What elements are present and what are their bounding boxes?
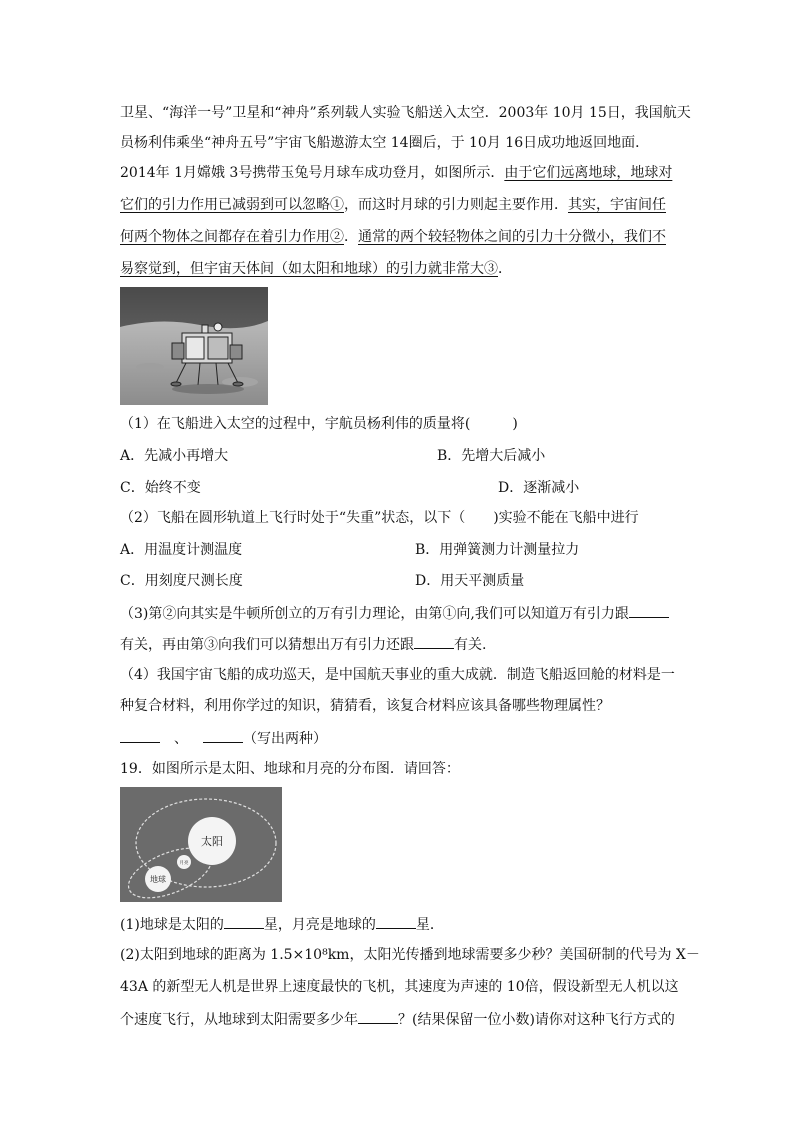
underlined-sentence-2: 其实，宇宙间任: [568, 197, 666, 213]
q4-line-2: 种复合材料，利用你学过的知识，猜猜看，该复合材料应该具备哪些物理属性？: [120, 698, 610, 714]
intro-line-3: [120, 163, 672, 183]
intro-line-5: [120, 227, 666, 247]
q19-part-2-line-3-a: 个速度飞行，从地球到太阳需要多少年: [120, 1012, 358, 1028]
moon-label: 月亮: [179, 861, 189, 866]
q19-part-1: [120, 914, 444, 935]
q19-part-1-text-a: (1)地球是太阳的: [120, 917, 224, 933]
intro-line-4: [120, 195, 666, 215]
q3-line-2: [120, 634, 486, 655]
intro-line-4-plain: ，而这时月球的引力则起主要作用．: [344, 197, 568, 213]
q19-blank-2[interactable]: [376, 914, 416, 929]
underlined-sentence-2-end: 何两个物体之间都存在着引力作用②: [120, 229, 344, 245]
q1-option-b[interactable]: B．先增大后减小: [437, 448, 546, 464]
underlined-sentence-1-end: 它们的引力作用已减弱到可以忽略①: [120, 197, 344, 213]
q3-line-1-text: （3)第②向其实是牛顿所创立的万有引力理论，由第①向,我们可以知道万有引力跟: [120, 606, 629, 622]
intro-line-3-plain: 2014年 1月嫦娥 3号携带玉兔号月球车成功登月，如图所示．: [120, 165, 505, 181]
q19-part-1-text-b: 星，月亮是地球的: [263, 917, 376, 933]
q3-answer-blank-1[interactable]: [629, 603, 669, 618]
q4-answer-blank-1[interactable]: [120, 728, 160, 743]
q19-part-2-line-1: (2)太阳到地球的距离为 1.5×10⁸km，太阳光传播到地球需要多少秒？美国研制的代号为 X－: [120, 947, 700, 963]
underlined-sentence-3-end: 易察觉到，但宇宙天体间（如太阳和地球）的引力就非常大③: [120, 261, 498, 277]
q2-stem: （2）飞船在圆形轨道上飞行时处于“失重”状态，以下（ )实验不能在飞船中进行: [120, 510, 639, 526]
q19-blank-3[interactable]: [358, 1009, 398, 1024]
intro-line-2: 员杨利伟乘坐“神舟五号”宇宙飞船遨游太空 14圈后，于 10月 16日成功地返回地面．: [120, 135, 650, 151]
lunar-lander-photo: [120, 287, 268, 405]
q2-option-b[interactable]: B．用弹簧测力计测量拉力: [415, 542, 580, 558]
underlined-sentence-3: 通常的两个较轻物体之间的引力十分微小，我们不: [358, 229, 666, 245]
underlined-sentence-1: 由于它们远离地球，地球对: [504, 165, 673, 181]
q2-option-a[interactable]: A．用温度计测温度: [120, 542, 243, 558]
intro-line-6: [120, 259, 512, 279]
q4-answer-line: [120, 728, 327, 749]
sun-label: 太阳: [201, 835, 223, 848]
q1-option-c[interactable]: C．始终不变: [120, 480, 201, 496]
q4-answer-blank-2[interactable]: [203, 728, 243, 743]
q19-blank-1[interactable]: [224, 914, 264, 929]
q19-title: 19．如图所示是太阳、地球和月亮的分布图．请回答：: [120, 761, 460, 777]
q19-part-2-line-3: [120, 1009, 675, 1030]
q4-separator: 、: [160, 731, 195, 747]
q3-line-2-text: 有关，再由第③向我们可以猜想出万有引力还跟: [120, 637, 414, 653]
intro-line-6-plain: ．: [498, 261, 512, 277]
earth-label: 地球: [150, 875, 166, 884]
intro-line-1: 卫星、“海洋一号”卫星和“神舟”系列载人实验飞船送入太空．2003年 10月 15日，我国航天: [120, 105, 691, 121]
intro-line-5-plain: ．: [344, 229, 358, 245]
q19-part-1-text-c: 星．: [415, 917, 444, 933]
q3-line-2-end: 有关.: [454, 637, 487, 653]
q19-part-2-line-3-b: ？(结果保留一位小数)请你对这种飞行方式的: [398, 1012, 675, 1028]
q3-line-1: [120, 603, 669, 624]
q2-option-d[interactable]: D．用天平测质量: [415, 573, 525, 589]
q1-option-a[interactable]: A．先减小再增大: [120, 448, 229, 464]
sun-earth-moon-diagram: [120, 787, 282, 902]
q2-option-c[interactable]: C．用刻度尺测长度: [120, 573, 243, 589]
q1-stem: （1）在飞船进入太空的过程中，宇航员杨利伟的质量将( ): [120, 416, 518, 432]
q1-option-d[interactable]: D．逐渐减小: [498, 480, 580, 496]
q19-part-2-line-2: 43A 的新型无人机是世界上速度最快的飞机，其速度为声速的 10倍，假设新型无人机以这: [120, 979, 679, 995]
q4-line-1: （4）我国宇宙飞船的成功巡天，是中国航天事业的重大成就．制造飞船返回舱的材料是一: [120, 667, 675, 683]
q4-note: （写出两种）: [243, 731, 327, 747]
q3-answer-blank-2[interactable]: [414, 634, 454, 649]
